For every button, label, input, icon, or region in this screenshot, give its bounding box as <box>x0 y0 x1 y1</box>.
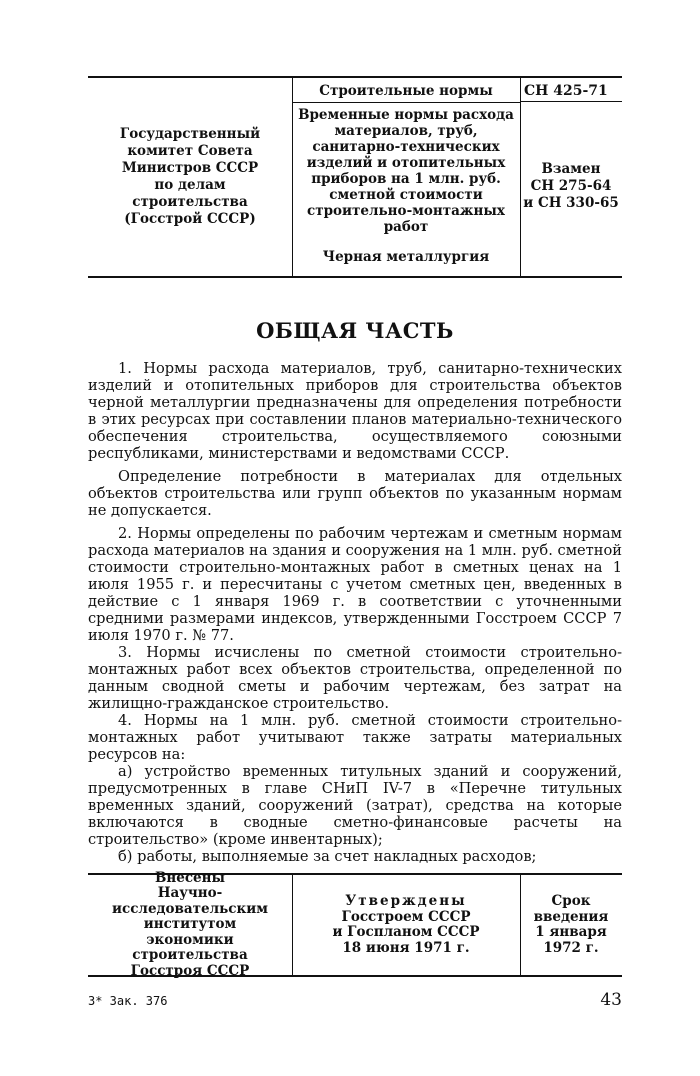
page-number: 43 <box>600 990 622 1010</box>
issuer-line: по делам <box>154 177 226 193</box>
approved-by-line: и Госпланом СССР <box>332 924 480 940</box>
doc-title-line: материалов, труб, <box>334 123 478 139</box>
paragraph: 3. Нормы исчислены по сметной стоимости строительно-монтажных работ всех объектов строительства, определенной по данным сводной сметы и рабочим чертежам, без затрат на жилищно-гражданское строительство. <box>88 644 622 712</box>
doc-code: СН 425-71 <box>520 80 622 102</box>
approved-by-line: 18 июня 1971 г. <box>342 939 470 956</box>
approved-by-line: Госстроем СССР <box>341 908 471 925</box>
print-order-mark: 3* Зак. 376 <box>88 994 168 1008</box>
issuer-line: строительства <box>132 194 248 210</box>
introduced-by-line: институтом <box>143 916 237 933</box>
doc-title-block <box>292 106 520 236</box>
doc-title-line: приборов на 1 млн. руб. <box>311 171 501 187</box>
effective-date-line: введения <box>533 908 609 925</box>
doc-title-line: санитарно-технических <box>312 139 500 155</box>
paragraph: 2. Нормы определены по рабочим чертежам и сметным нормам расхода материалов на здания и сооружения на 1 млн. руб. сметной стоимости строительно-монтажных работ в сметных ценах на 1 июля 1955 г. и пересчитаны с учетом сметных цен, введенных в действие с 1 января 1969 г. в соответствии с уточненными средними размерами индексов, утвержденными Госстроем СССР 7 июля 1970 г. № 77. <box>88 525 622 644</box>
introduced-by-line: исследовательским <box>111 900 269 917</box>
issuer-line: комитет Совета <box>127 143 253 159</box>
doc-title-line: Временные нормы расхода <box>298 107 514 123</box>
introduced-by-line: экономики строительства <box>132 931 248 964</box>
approved-by-line: Утверждены <box>345 893 467 909</box>
introduced-by-line: Научно- <box>157 885 223 902</box>
effective-date-block <box>520 875 622 975</box>
doc-title-line: сметной стоимости <box>329 187 483 203</box>
doc-type: Строительные нормы <box>292 80 520 103</box>
introduced-by-line: Госстроя СССР <box>130 962 250 979</box>
effective-date-line: Срок <box>551 893 591 909</box>
issuer-block <box>88 78 292 276</box>
paragraph: 4. Нормы на 1 млн. руб. сметной стоимости строительно-монтажных работ учитывают также затраты материальных ресурсов на: <box>88 712 622 763</box>
doc-title-line: работ <box>383 219 429 235</box>
body-text <box>88 360 622 865</box>
doc-title-line: изделий и отопительных <box>306 155 506 171</box>
issuer-line: (Госстрой СССР) <box>124 211 256 227</box>
introduced-by-line: Внесены <box>154 869 226 886</box>
doc-title-line: строительно-монтажных <box>307 203 505 219</box>
introduced-by-block <box>88 869 292 979</box>
issuer-line: Государственный <box>119 126 261 142</box>
issuer-line: Министров СССР <box>121 160 259 176</box>
paragraph: 1. Нормы расхода материалов, труб, санитарно-технических изделий и отопительных приборов для строительства объектов черной металлургии предназначены для определения потребности в этих ресурсах при составлении планов материально-технического обеспечения строительства, осуществляемого союзными республиками, министерствами и ведомствами СССР. <box>88 360 622 462</box>
effective-date-line: 1972 г. <box>543 939 599 956</box>
replaces-line: и СН 330-65 <box>523 194 619 211</box>
effective-date-line: 1 января <box>535 924 607 940</box>
replaces-line: Взамен <box>541 160 601 177</box>
section-title: ОБЩАЯ ЧАСТЬ <box>256 318 454 343</box>
paragraph: а) устройство временных титульных зданий и сооружений, предусмотренных в главе СНиП IV-7 в «Перечне титульных временных зданий, сооружений (затрат), средства на которые включаются в сводные сметно-финансовые расчеты на строительство» (кроме инвентарных); <box>88 763 622 848</box>
paragraph: б) работы, выполняемые за счет накладных расходов; <box>118 848 537 865</box>
paragraph: Определение потребности в материалах для отдельных объектов строительства или групп объектов по указанным нормам не допускается. <box>88 468 622 519</box>
footer-table <box>88 869 622 979</box>
replaces-block <box>520 106 622 266</box>
header-table <box>88 76 622 278</box>
approved-by-block <box>292 875 520 975</box>
industry-label: Черная металлургия <box>322 249 490 265</box>
replaces-line: СН 275-64 <box>530 177 612 194</box>
